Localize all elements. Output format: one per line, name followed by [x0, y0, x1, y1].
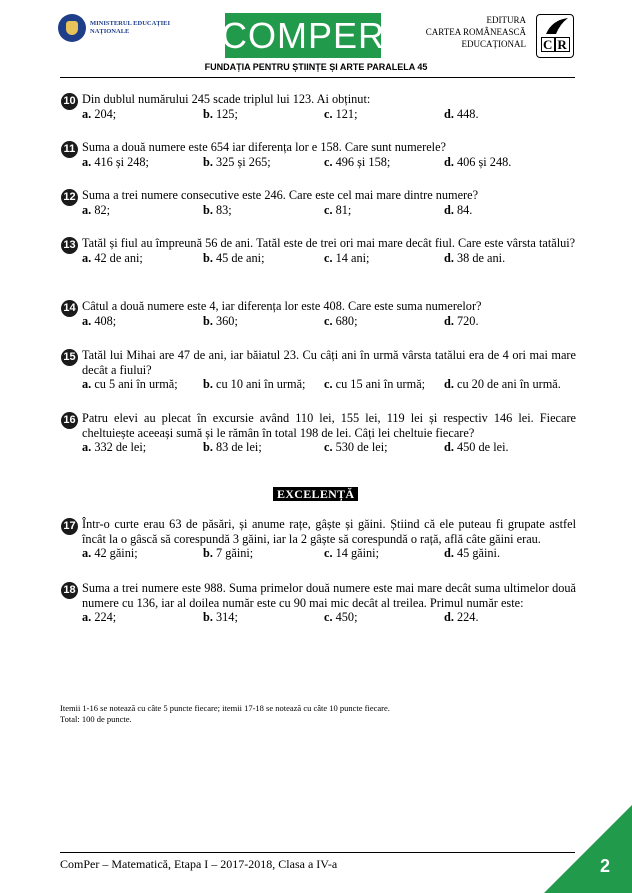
answer-options: [82, 377, 576, 392]
option-b: b. 325 și 265;: [203, 154, 271, 169]
option-d: d. 450 de lei.: [444, 440, 509, 454]
option-d: d. 45 găini.: [444, 546, 501, 560]
question-number-badge: 10: [61, 93, 78, 110]
question-number-badge: 15: [61, 349, 78, 366]
answer-options: [82, 155, 576, 170]
question-number-badge: 14: [61, 300, 78, 317]
answer-options: [82, 251, 576, 266]
option-c: c. 121;: [324, 106, 358, 121]
scoring-note: Itemii 1-16 se notează cu câte 5 puncte fiecare; itemii 17-18 se notează cu câte 10 puncte fiecare.: [60, 703, 390, 713]
option-a: a. 82;: [82, 202, 111, 217]
publisher-name: [366, 14, 526, 50]
ministry-line-2: NAȚIONALE: [90, 28, 130, 35]
footer-divider: [60, 852, 575, 853]
option-d: d. 406 și 248.: [444, 154, 512, 169]
option-a: a. 42 găini;: [82, 546, 138, 560]
publisher-line-3: EDUCAȚIONAL: [461, 39, 526, 49]
foundation-title: FUNDAȚIA PENTRU ȘTIINȚE ȘI ARTE PARALELA 45: [204, 62, 428, 72]
option-a: a. cu 5 ani în urmă;: [82, 377, 178, 391]
option-a: a. 204;: [82, 106, 117, 121]
question-15: [62, 348, 576, 392]
question-13: [62, 236, 576, 266]
option-b: b. 45 de ani;: [203, 250, 265, 265]
option-c: c. 14 ani;: [324, 250, 370, 265]
option-a: a. 408;: [82, 313, 117, 328]
publisher-line-1: EDITURA: [486, 15, 526, 25]
header-divider: [60, 77, 575, 78]
question-number-badge: 18: [61, 582, 78, 599]
question-number-badge: 16: [61, 412, 78, 429]
publisher-logo-c: C: [543, 37, 554, 52]
question-number-badge: 13: [61, 237, 78, 254]
option-c: c. 530 de lei;: [324, 440, 388, 454]
option-c: c. 680;: [324, 313, 358, 328]
option-d: d. 38 de ani.: [444, 250, 506, 265]
option-b: b. 83;: [203, 202, 232, 217]
question-18: [62, 581, 576, 625]
option-a: a. 332 de lei;: [82, 440, 147, 454]
option-b: b. 360;: [203, 313, 238, 328]
answer-options: [82, 203, 576, 218]
excellence-heading: EXCELENȚĂ: [273, 487, 358, 501]
question-text: Din dublul numărului 245 scade triplul lui 123. Ai obținut:: [82, 92, 371, 106]
coat-of-arms-icon: [58, 14, 86, 42]
question-text: Într-o curte erau 63 de păsări, și anume rațe, gâște și găini. Știind că ele puteau fi grupate astfel încât la o gâscă să corespundă 3 găini, iar la 2 gâște să corespundă o rață, află câte găini erau.: [82, 517, 576, 546]
comper-logo: [221, 13, 386, 58]
answer-options: [82, 440, 576, 455]
question-text: Tatăl și fiul au împreună 56 de ani. Tatăl este de trei ori mai mare decât fiul. Care este vârsta tatălui?: [82, 236, 576, 250]
option-d: d. cu 20 de ani în urmă.: [444, 377, 561, 391]
option-b: b. 125;: [203, 106, 238, 121]
question-text: Câtul a două numere este 4, iar diferența lor este 408. Care este suma numerelor?: [82, 299, 482, 313]
footer-text: ComPer – Matematică, Etapa I – 2017-2018, Clasa a IV-a: [60, 857, 338, 871]
option-c: c. cu 15 ani în urmă;: [324, 377, 426, 391]
option-c: c. 450;: [324, 610, 358, 624]
total-points: Total: 100 de puncte.: [60, 714, 132, 724]
option-a: a. 224;: [82, 610, 117, 624]
question-text: Suma a două numere este 654 iar diferența lor e 158. Care sunt numerele?: [82, 140, 446, 154]
question-16: [62, 411, 576, 455]
option-d: d. 224.: [444, 610, 479, 624]
question-number-badge: 12: [61, 189, 78, 206]
question-10: [62, 92, 576, 122]
question-14: [62, 299, 576, 329]
option-d: d. 84.: [444, 202, 473, 217]
question-number-badge: 11: [61, 141, 78, 158]
option-b: b. cu 10 ani în urmă;: [203, 377, 306, 391]
question-11: [62, 140, 576, 170]
answer-options: [82, 546, 576, 561]
question-12: [62, 188, 576, 218]
publisher-line-2: CARTEA ROMÂNEASCĂ: [425, 27, 526, 37]
publisher-logo: [536, 14, 574, 58]
answer-options: [82, 610, 576, 625]
question-number-badge: 17: [61, 518, 78, 535]
ministry-logo: [58, 12, 173, 44]
option-b: b. 83 de lei;: [203, 440, 262, 454]
ministry-line-1: MINISTERUL EDUCAȚIEI: [90, 20, 171, 27]
option-d: d. 448.: [444, 106, 479, 121]
question-text: Suma a trei numere consecutive este 246. Care este cel mai mare dintre numere?: [82, 188, 479, 202]
option-d: d. 720.: [444, 313, 479, 328]
option-a: a. 416 și 248;: [82, 154, 149, 169]
option-a: a. 42 de ani;: [82, 250, 143, 265]
option-c: c. 14 găini;: [324, 546, 380, 560]
option-b: b. 7 găini;: [203, 546, 254, 560]
question-text: Suma a trei numere este 988. Suma primelor două numere este mai mare decât suma ultimelor două numere cu 136, iar al doilea număr este cu 90 mai mic decât al treilea. Primul număr este:: [82, 581, 576, 610]
answer-options: [82, 314, 576, 329]
option-c: c. 496 și 158;: [324, 154, 391, 169]
option-b: b. 314;: [203, 610, 238, 624]
comper-logo-text: COMPER: [221, 14, 386, 56]
question-text: Patru elevi au plecat în excursie având 110 lei, 155 lei, 119 lei și respectiv 146 lei. Fiecare cheltuiește aceeași sumă și le rămân în total 198 de lei. Câți lei cheltuie fiecare?: [82, 411, 576, 440]
option-c: c. 81;: [324, 202, 352, 217]
question-text: Tatăl lui Mihai are 47 de ani, iar băiatul 23. Cu câți ani în urmă vârsta tatălui era de 4 ori mai mare decât a fiului?: [82, 348, 576, 377]
answer-options: [82, 107, 576, 122]
question-17: [62, 517, 576, 561]
page-number: 2: [599, 856, 610, 876]
publisher-logo-r: R: [557, 37, 568, 52]
quill-icon: [538, 16, 573, 36]
page-corner-triangle: [544, 805, 632, 893]
